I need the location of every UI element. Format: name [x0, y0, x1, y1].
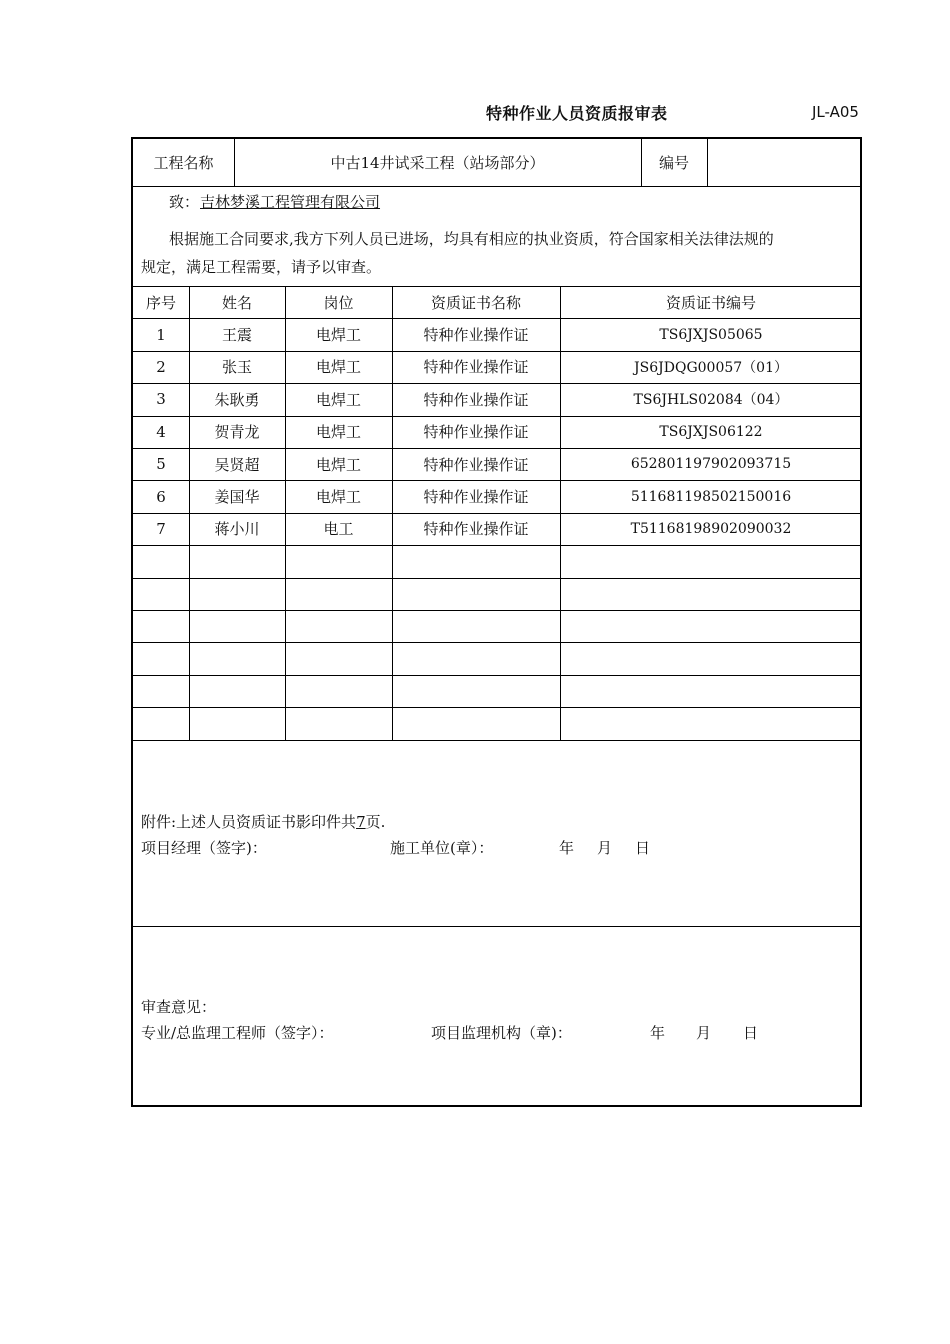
table-cell-col-cert-name	[392, 545, 560, 577]
supervision-org-seal-label: 项目监理机构（章)：	[431, 1024, 572, 1042]
table-cell-col-index: 1	[156, 325, 166, 344]
date-month: 月	[597, 839, 613, 857]
table-cell-col-index: 2	[156, 357, 166, 376]
table-cell-col-cert-name: 特种作业操作证	[423, 455, 529, 474]
table-cell-col-cert-name: 特种作业操作证	[423, 358, 529, 377]
table-cell-col-position: 电焊工	[315, 326, 361, 345]
table-cell-col-cert-name: 特种作业操作证	[423, 390, 529, 409]
recipient-name: 吉林梦溪工程管理有限公司	[200, 193, 381, 211]
table-cell-col-index	[133, 578, 189, 610]
body-text-line1: 根据施工合同要求,我方下列人员已进场，均具有相应的执业资质，符合国家相关法律法规的	[169, 230, 774, 248]
table-cell-col-cert-name	[392, 642, 560, 674]
table-cell-col-name	[189, 578, 285, 610]
table-cell-col-index	[133, 675, 189, 707]
table-header-col-cert-name: 资质证书名称	[430, 293, 521, 312]
table-cell-col-index: 7	[156, 519, 166, 538]
date-year: 年	[559, 839, 575, 857]
table-cell-col-name	[189, 707, 285, 739]
table-header-col-cert-number: 资质证书编号	[665, 293, 756, 312]
table-cell-col-cert-name	[392, 675, 560, 707]
project-name-value: 中古14井试采工程（站场部分）	[330, 154, 545, 172]
table-cell-col-cert-name	[392, 707, 560, 739]
table-cell-col-cert-number	[560, 578, 862, 610]
table-cell-col-position	[285, 707, 392, 739]
table-cell-col-cert-number: TS6JXJS05065	[659, 326, 763, 343]
table-cell-col-index: 3	[156, 390, 166, 409]
table-cell-col-position: 电工	[323, 520, 354, 539]
table-cell-col-position: 电焊工	[315, 390, 361, 409]
table-header-col-name: 姓名	[221, 293, 252, 312]
table-cell-col-index	[133, 707, 189, 739]
table-cell-col-index	[133, 545, 189, 577]
table-cell-col-position: 电焊工	[315, 423, 361, 442]
table-cell-col-name	[189, 545, 285, 577]
project-manager-signature-label: 项目经理（签字)：	[141, 839, 267, 857]
table-cell-col-cert-name	[392, 578, 560, 610]
table-cell-col-cert-number: T51168198902090032	[630, 520, 792, 537]
table-cell-col-position: 电焊工	[315, 488, 361, 507]
table-cell-col-position	[285, 642, 392, 674]
table-cell-col-position	[285, 675, 392, 707]
attachment-note: 附件:上述人员资质证书影印件共7页.	[141, 813, 386, 831]
table-cell-col-cert-number	[560, 675, 862, 707]
form-frame	[131, 137, 862, 1107]
review-date-year: 年	[650, 1024, 666, 1042]
table-cell-col-name	[189, 675, 285, 707]
supervision-engineer-signature-label: 专业/总监理工程师（签字）：	[141, 1024, 334, 1042]
table-cell-col-name: 姜国华	[214, 488, 260, 507]
form-title: 特种作业人员资质报审表	[486, 104, 668, 123]
table-cell-col-position: 电焊工	[315, 358, 361, 377]
review-date-month: 月	[696, 1024, 712, 1042]
table-cell-col-cert-number: TS6JXJS06122	[659, 423, 763, 440]
construction-unit-seal-label: 施工单位(章）：	[390, 839, 494, 857]
table-cell-col-name: 王震	[221, 326, 252, 345]
table-cell-col-cert-number: JS6JDQG00057（01）	[634, 359, 788, 376]
review-opinion-label: 审查意见：	[141, 998, 217, 1016]
table-cell-col-cert-name: 特种作业操作证	[423, 423, 529, 442]
table-cell-col-cert-number	[560, 642, 862, 674]
project-name-label: 工程名称	[153, 154, 214, 172]
number-value	[707, 139, 862, 186]
table-cell-col-cert-number: 652801197902093715	[630, 456, 792, 473]
to-label: 致：	[169, 193, 200, 211]
table-header-col-index: 序号	[145, 293, 176, 312]
table-cell-col-cert-name: 特种作业操作证	[423, 520, 529, 539]
table-cell-col-cert-number	[560, 545, 862, 577]
table-cell-col-name: 贺青龙	[214, 423, 260, 442]
form-code: JL-A05	[812, 103, 859, 121]
table-cell-col-name	[189, 642, 285, 674]
review-date-day: 日	[743, 1024, 759, 1042]
number-label: 编号	[658, 154, 689, 172]
table-cell-col-cert-number: 511681198502150016	[630, 488, 792, 505]
table-cell-col-cert-name	[392, 610, 560, 642]
table-cell-col-name: 蒋小川	[214, 520, 260, 539]
body-text-line2: 规定，满足工程需要，请予以审查。	[141, 258, 382, 276]
table-cell-col-position: 电焊工	[315, 455, 361, 474]
table-cell-col-index	[133, 610, 189, 642]
table-cell-col-index: 6	[156, 487, 166, 506]
table-cell-col-index	[133, 642, 189, 674]
table-cell-col-cert-number	[560, 610, 862, 642]
table-cell-col-name: 吴贤超	[214, 455, 260, 474]
table-cell-col-name	[189, 610, 285, 642]
table-cell-col-cert-name: 特种作业操作证	[423, 326, 529, 345]
table-cell-col-name: 张玉	[221, 358, 252, 377]
table-cell-col-cert-number: TS6JHLS02084（04）	[633, 392, 789, 409]
table-cell-col-index: 5	[156, 455, 166, 474]
table-header-col-position: 岗位	[323, 293, 354, 312]
table-cell-col-position	[285, 610, 392, 642]
table-cell-col-cert-number	[560, 707, 862, 739]
table-cell-col-index: 4	[156, 422, 166, 441]
table-cell-col-name: 朱耿勇	[214, 390, 260, 409]
table-cell-col-position	[285, 545, 392, 577]
table-cell-col-cert-name: 特种作业操作证	[423, 488, 529, 507]
table-cell-col-position	[285, 578, 392, 610]
date-day: 日	[635, 839, 651, 857]
